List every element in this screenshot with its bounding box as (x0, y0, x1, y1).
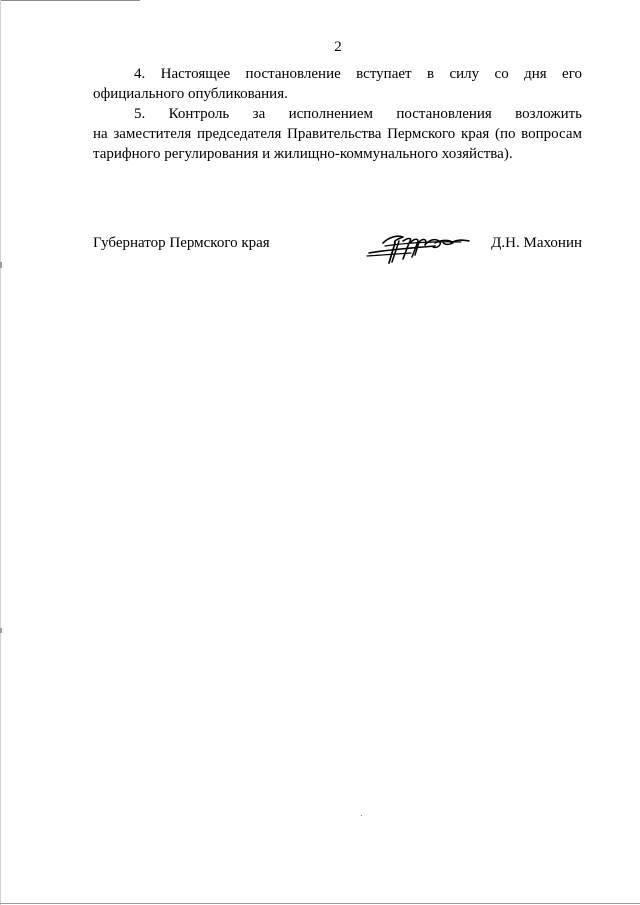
paragraph-control-continuation (93, 144, 582, 164)
paragraph-effective-date (93, 64, 582, 84)
scan-left-mark (0, 262, 2, 268)
handwritten-signature (365, 229, 473, 265)
paragraph-line: 5. Контроль за исполнением постановления возложить (134, 106, 582, 122)
paragraph-line: официального опубликования. (93, 86, 288, 102)
signer-position: Губернатор Пермского края (93, 235, 270, 251)
paragraph-line: на заместителя председателя Правительства Пермского края (по вопросам (93, 126, 582, 142)
page-number: 2 (334, 39, 342, 55)
paragraph-line: тарифного регулирования и жилищно-коммунального хозяйства). (93, 146, 513, 162)
paragraph-line: 4. Настоящее постановление вступает в силу со дня его (134, 66, 582, 82)
paragraph-control (93, 104, 582, 124)
signer-name: Д.Н. Махонин (491, 235, 582, 251)
scan-top-edge-line (0, 0, 140, 1)
scan-bottom-edge-line (0, 903, 640, 904)
paragraph-effective-date-continuation (93, 84, 582, 104)
document-body (93, 64, 582, 164)
paragraph-control-continuation (93, 124, 582, 144)
scan-left-mark (0, 628, 2, 633)
signature-block (93, 231, 582, 271)
scan-speck (361, 815, 362, 816)
scan-left-edge-line (0, 0, 1, 905)
